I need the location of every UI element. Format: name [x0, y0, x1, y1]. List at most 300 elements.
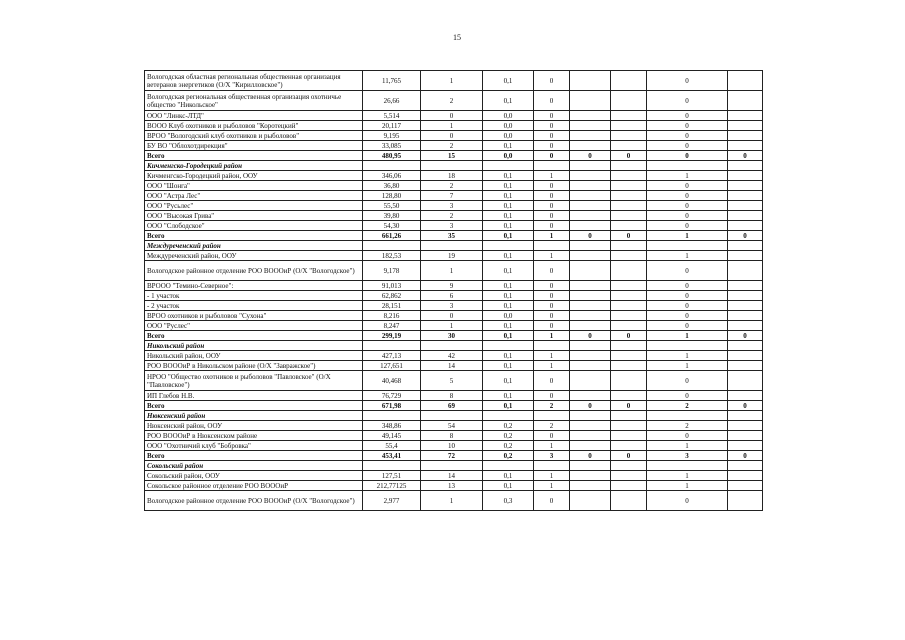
value-cell: 0,2	[483, 431, 534, 441]
value-cell: 1	[647, 351, 728, 361]
value-cell: 0	[421, 111, 483, 121]
value-cell: 0,1	[483, 361, 534, 371]
row-label-cell: ООО "Охотничий клуб "Бобровка"	[145, 441, 363, 451]
value-cell	[611, 161, 647, 171]
value-cell: 54,30	[363, 221, 421, 231]
row-label-cell: НРОО "Общество охотников и рыболовов "Павловское" (О/Х "Павловское")	[145, 371, 363, 391]
value-cell	[611, 351, 647, 361]
value-cell: 19	[421, 251, 483, 261]
value-cell: 0	[728, 151, 763, 161]
value-cell: 0,1	[483, 471, 534, 481]
data-table	[144, 70, 763, 511]
value-cell: 1	[534, 171, 570, 181]
value-cell: 62,862	[363, 291, 421, 301]
value-cell	[570, 351, 611, 361]
value-cell	[611, 341, 647, 351]
value-cell: 0	[570, 401, 611, 411]
value-cell: 10	[421, 441, 483, 451]
value-cell: 0	[534, 91, 570, 111]
value-cell: 346,06	[363, 171, 421, 181]
value-cell: 8	[421, 431, 483, 441]
row-label-cell: - 1 участок	[145, 291, 363, 301]
row-label-cell: Вологодская региональная общественная организация охотничье общество "Никольское"	[145, 91, 363, 111]
value-cell: 0	[534, 141, 570, 151]
row-label-cell: ИП Глебов Н.В.	[145, 391, 363, 401]
value-cell: 0	[534, 321, 570, 331]
value-cell: 0	[534, 151, 570, 161]
row-label-cell: Междуреченский район	[145, 241, 363, 251]
value-cell: 1	[421, 491, 483, 511]
table-row	[145, 201, 763, 211]
value-cell: 0	[647, 221, 728, 231]
row-label-cell: Всего	[145, 151, 363, 161]
value-cell	[611, 481, 647, 491]
value-cell: 0	[421, 311, 483, 321]
table-district-row	[145, 161, 763, 171]
table-row	[145, 91, 763, 111]
value-cell	[611, 321, 647, 331]
value-cell: 0,0	[483, 121, 534, 131]
value-cell	[728, 341, 763, 351]
value-cell: 661,26	[363, 231, 421, 241]
value-cell: 0	[647, 301, 728, 311]
value-cell	[570, 171, 611, 181]
row-label-cell: ООО "Слободское"	[145, 221, 363, 231]
value-cell: 0,2	[483, 451, 534, 461]
value-cell	[728, 391, 763, 401]
value-cell: 1	[534, 481, 570, 491]
value-cell: 0,1	[483, 191, 534, 201]
value-cell: 0	[647, 321, 728, 331]
value-cell: 127,651	[363, 361, 421, 371]
value-cell	[611, 371, 647, 391]
row-label-cell: Сокольский район, ООУ	[145, 471, 363, 481]
table-row	[145, 191, 763, 201]
value-cell	[728, 481, 763, 491]
value-cell: 0	[728, 401, 763, 411]
value-cell: 3	[421, 301, 483, 311]
value-cell	[728, 221, 763, 231]
value-cell: 18	[421, 171, 483, 181]
value-cell	[570, 221, 611, 231]
value-cell	[611, 181, 647, 191]
value-cell	[728, 281, 763, 291]
value-cell: 0	[611, 151, 647, 161]
value-cell: 0	[534, 131, 570, 141]
value-cell: 3	[421, 221, 483, 231]
value-cell	[611, 291, 647, 301]
value-cell: 0	[647, 391, 728, 401]
value-cell	[728, 201, 763, 211]
row-label-cell: ВРОО "Вологодский клуб охотников и рыболовов"	[145, 131, 363, 141]
value-cell: 0	[534, 431, 570, 441]
row-label-cell: Кичменгско-Городецкий район, ООУ	[145, 171, 363, 181]
value-cell: 0,2	[483, 441, 534, 451]
value-cell	[728, 421, 763, 431]
value-cell: 0,1	[483, 481, 534, 491]
value-cell: 2	[421, 211, 483, 221]
value-cell	[728, 291, 763, 301]
row-label-cell: Всего	[145, 401, 363, 411]
value-cell	[728, 471, 763, 481]
value-cell	[611, 251, 647, 261]
value-cell: 299,19	[363, 331, 421, 341]
value-cell: 128,80	[363, 191, 421, 201]
value-cell	[421, 461, 483, 471]
value-cell	[570, 321, 611, 331]
row-label-cell: Всего	[145, 451, 363, 461]
value-cell	[570, 241, 611, 251]
value-cell: 3	[421, 201, 483, 211]
table-row	[145, 71, 763, 91]
value-cell	[728, 461, 763, 471]
table-row	[145, 281, 763, 291]
value-cell: 0,1	[483, 391, 534, 401]
value-cell: 49,145	[363, 431, 421, 441]
value-cell: 0	[647, 191, 728, 201]
value-cell: 8,216	[363, 311, 421, 321]
value-cell: 1	[421, 121, 483, 131]
value-cell: 0,0	[483, 131, 534, 141]
value-cell: 1	[647, 471, 728, 481]
value-cell: 9,195	[363, 131, 421, 141]
value-cell: 0	[534, 211, 570, 221]
row-label-cell: ООО "Линкс-ЛТД"	[145, 111, 363, 121]
row-label-cell: Междуреченский район, ООУ	[145, 251, 363, 261]
value-cell: 54	[421, 421, 483, 431]
row-label-cell: ВРООО "Темино-Северное":	[145, 281, 363, 291]
value-cell	[570, 391, 611, 401]
value-cell	[728, 351, 763, 361]
value-cell: 0	[534, 281, 570, 291]
value-cell	[611, 311, 647, 321]
table-row	[145, 491, 763, 511]
table-row	[145, 121, 763, 131]
value-cell: 1	[534, 251, 570, 261]
value-cell: 0,0	[483, 111, 534, 121]
value-cell	[570, 191, 611, 201]
value-cell: 0	[570, 331, 611, 341]
value-cell: 2	[534, 401, 570, 411]
row-label-cell: - 2 участок	[145, 301, 363, 311]
value-cell	[534, 241, 570, 251]
value-cell: 0,1	[483, 181, 534, 191]
value-cell	[728, 361, 763, 371]
value-cell: 0	[534, 111, 570, 121]
value-cell	[363, 161, 421, 171]
value-cell: 33,085	[363, 141, 421, 151]
value-cell: 0,1	[483, 171, 534, 181]
table-row	[145, 141, 763, 151]
row-label-cell: БУ ВО "Облохотдирекция"	[145, 141, 363, 151]
value-cell: 14	[421, 471, 483, 481]
value-cell: 0	[534, 71, 570, 91]
value-cell: 0	[534, 291, 570, 301]
value-cell	[611, 211, 647, 221]
value-cell	[611, 431, 647, 441]
value-cell: 0	[647, 151, 728, 161]
value-cell: 0	[570, 451, 611, 461]
value-cell	[611, 361, 647, 371]
value-cell: 1	[421, 261, 483, 281]
value-cell: 0	[647, 311, 728, 321]
value-cell: 2	[421, 141, 483, 151]
table-row	[145, 311, 763, 321]
value-cell	[611, 201, 647, 211]
row-label-cell: ООО "Высокая Грива"	[145, 211, 363, 221]
value-cell	[728, 71, 763, 91]
table-row	[145, 131, 763, 141]
value-cell: 0	[647, 121, 728, 131]
value-cell: 0	[611, 231, 647, 241]
value-cell: 9	[421, 281, 483, 291]
value-cell: 0	[534, 201, 570, 211]
value-cell: 91,013	[363, 281, 421, 291]
row-label-cell: Вологодское районное отделение РОО ВОООиР (О/Х "Вологодское")	[145, 261, 363, 281]
value-cell: 0,1	[483, 281, 534, 291]
value-cell	[728, 191, 763, 201]
value-cell	[570, 421, 611, 431]
value-cell	[363, 241, 421, 251]
value-cell: 72	[421, 451, 483, 461]
value-cell: 0,1	[483, 401, 534, 411]
value-cell: 0	[647, 131, 728, 141]
value-cell	[570, 261, 611, 281]
value-cell: 0	[647, 371, 728, 391]
value-cell	[483, 461, 534, 471]
value-cell: 1	[534, 231, 570, 241]
value-cell	[570, 121, 611, 131]
value-cell: 8,247	[363, 321, 421, 331]
value-cell: 76,729	[363, 391, 421, 401]
value-cell	[570, 161, 611, 171]
value-cell	[570, 411, 611, 421]
value-cell	[728, 431, 763, 441]
value-cell	[570, 181, 611, 191]
value-cell: 0	[534, 391, 570, 401]
row-label-cell: Нюксенский район, ООУ	[145, 421, 363, 431]
value-cell: 26,66	[363, 91, 421, 111]
value-cell: 36,80	[363, 181, 421, 191]
table-row	[145, 111, 763, 121]
value-cell	[570, 481, 611, 491]
table-total-row	[145, 151, 763, 161]
row-label-cell: Вологодское районное отделение РОО ВОООиР (О/Х "Вологодское")	[145, 491, 363, 511]
value-cell	[611, 111, 647, 121]
row-label-cell: Сокольский район	[145, 461, 363, 471]
value-cell	[611, 471, 647, 481]
value-cell: 0	[534, 491, 570, 511]
value-cell	[570, 131, 611, 141]
value-cell: 0,1	[483, 231, 534, 241]
table-district-row	[145, 341, 763, 351]
table-row	[145, 421, 763, 431]
value-cell: 1	[534, 441, 570, 451]
value-cell	[483, 411, 534, 421]
value-cell	[363, 461, 421, 471]
value-cell	[570, 491, 611, 511]
value-cell	[570, 311, 611, 321]
value-cell	[421, 341, 483, 351]
value-cell: 0,1	[483, 201, 534, 211]
value-cell: 9,178	[363, 261, 421, 281]
value-cell: 55,4	[363, 441, 421, 451]
value-cell: 55,50	[363, 201, 421, 211]
value-cell	[728, 261, 763, 281]
value-cell	[570, 291, 611, 301]
value-cell: 1	[647, 441, 728, 451]
value-cell	[570, 281, 611, 291]
value-cell	[570, 461, 611, 471]
value-cell: 13	[421, 481, 483, 491]
value-cell: 0,1	[483, 261, 534, 281]
value-cell: 0	[611, 401, 647, 411]
value-cell: 0,1	[483, 71, 534, 91]
value-cell: 0,1	[483, 91, 534, 111]
value-cell	[570, 471, 611, 481]
value-cell	[728, 131, 763, 141]
value-cell	[728, 181, 763, 191]
row-label-cell: Всего	[145, 331, 363, 341]
value-cell: 0	[421, 131, 483, 141]
value-cell: 0	[534, 191, 570, 201]
table-row	[145, 471, 763, 481]
table-row	[145, 301, 763, 311]
value-cell: 0,1	[483, 331, 534, 341]
value-cell	[728, 121, 763, 131]
table-row	[145, 291, 763, 301]
value-cell: 0,2	[483, 421, 534, 431]
page-number: 15	[453, 33, 461, 42]
table-total-row	[145, 331, 763, 341]
table-row	[145, 441, 763, 451]
value-cell: 42	[421, 351, 483, 361]
value-cell: 0,3	[483, 491, 534, 511]
row-label-cell: ООО "Руслес"	[145, 321, 363, 331]
value-cell	[728, 141, 763, 151]
row-label-cell: РОО ВОООиР в Нюксенском районе	[145, 431, 363, 441]
value-cell: 0	[534, 121, 570, 131]
row-label-cell: ООО "Шонга"	[145, 181, 363, 191]
value-cell	[728, 111, 763, 121]
value-cell: 28,151	[363, 301, 421, 311]
value-cell: 0	[534, 261, 570, 281]
value-cell: 348,86	[363, 421, 421, 431]
value-cell: 0,1	[483, 141, 534, 151]
value-cell	[570, 431, 611, 441]
value-cell	[363, 341, 421, 351]
value-cell: 20,117	[363, 121, 421, 131]
value-cell	[728, 441, 763, 451]
value-cell: 15	[421, 151, 483, 161]
value-cell	[647, 411, 728, 421]
table-total-row	[145, 401, 763, 411]
value-cell	[647, 241, 728, 251]
value-cell: 0	[647, 261, 728, 281]
value-cell: 35	[421, 231, 483, 241]
value-cell	[728, 161, 763, 171]
table-row	[145, 361, 763, 371]
value-cell	[570, 441, 611, 451]
value-cell: 2	[421, 91, 483, 111]
value-cell: 5	[421, 371, 483, 391]
value-cell: 0,0	[483, 311, 534, 321]
table-row	[145, 481, 763, 491]
value-cell	[728, 211, 763, 221]
value-cell: 0	[534, 311, 570, 321]
table-row	[145, 351, 763, 361]
value-cell	[611, 131, 647, 141]
value-cell: 30	[421, 331, 483, 341]
value-cell: 2,977	[363, 491, 421, 511]
value-cell	[728, 241, 763, 251]
value-cell: 1	[421, 71, 483, 91]
value-cell	[570, 251, 611, 261]
value-cell: 0	[647, 211, 728, 221]
table-row	[145, 251, 763, 261]
row-label-cell: Кичменгско-Городецкий район	[145, 161, 363, 171]
value-cell	[728, 321, 763, 331]
row-label-cell: Вологодская областная региональная общественная организация ветеранов энергетиков (О/Х "Кирилловское")	[145, 71, 363, 91]
table-row	[145, 171, 763, 181]
value-cell: 0,1	[483, 221, 534, 231]
row-label-cell: ООО "Астра Лес"	[145, 191, 363, 201]
value-cell: 0,1	[483, 251, 534, 261]
value-cell	[570, 341, 611, 351]
value-cell	[611, 71, 647, 91]
value-cell: 0	[647, 181, 728, 191]
value-cell	[534, 161, 570, 171]
value-cell	[728, 491, 763, 511]
value-cell	[534, 411, 570, 421]
value-cell: 427,13	[363, 351, 421, 361]
value-cell	[728, 301, 763, 311]
value-cell	[611, 391, 647, 401]
value-cell	[570, 211, 611, 221]
value-cell: 2	[647, 401, 728, 411]
value-cell	[728, 171, 763, 181]
value-cell: 0	[728, 231, 763, 241]
value-cell: 212,77125	[363, 481, 421, 491]
value-cell: 1	[534, 471, 570, 481]
value-cell: 0,1	[483, 291, 534, 301]
value-cell: 0	[647, 491, 728, 511]
value-cell	[570, 71, 611, 91]
value-cell: 1	[421, 321, 483, 331]
value-cell	[728, 311, 763, 321]
table-row	[145, 371, 763, 391]
value-cell: 0	[647, 201, 728, 211]
value-cell	[728, 371, 763, 391]
value-cell: 0	[534, 371, 570, 391]
value-cell: 0	[570, 231, 611, 241]
value-cell	[647, 161, 728, 171]
value-cell: 0,1	[483, 351, 534, 361]
value-cell: 127,51	[363, 471, 421, 481]
value-cell	[647, 341, 728, 351]
value-cell: 0	[647, 291, 728, 301]
value-cell	[611, 281, 647, 291]
value-cell: 0	[534, 181, 570, 191]
table-district-row	[145, 241, 763, 251]
value-cell: 14	[421, 361, 483, 371]
value-cell: 0	[647, 111, 728, 121]
value-cell: 6	[421, 291, 483, 301]
value-cell: 3	[647, 451, 728, 461]
value-cell: 2	[421, 181, 483, 191]
value-cell	[534, 461, 570, 471]
value-cell: 0	[728, 451, 763, 461]
